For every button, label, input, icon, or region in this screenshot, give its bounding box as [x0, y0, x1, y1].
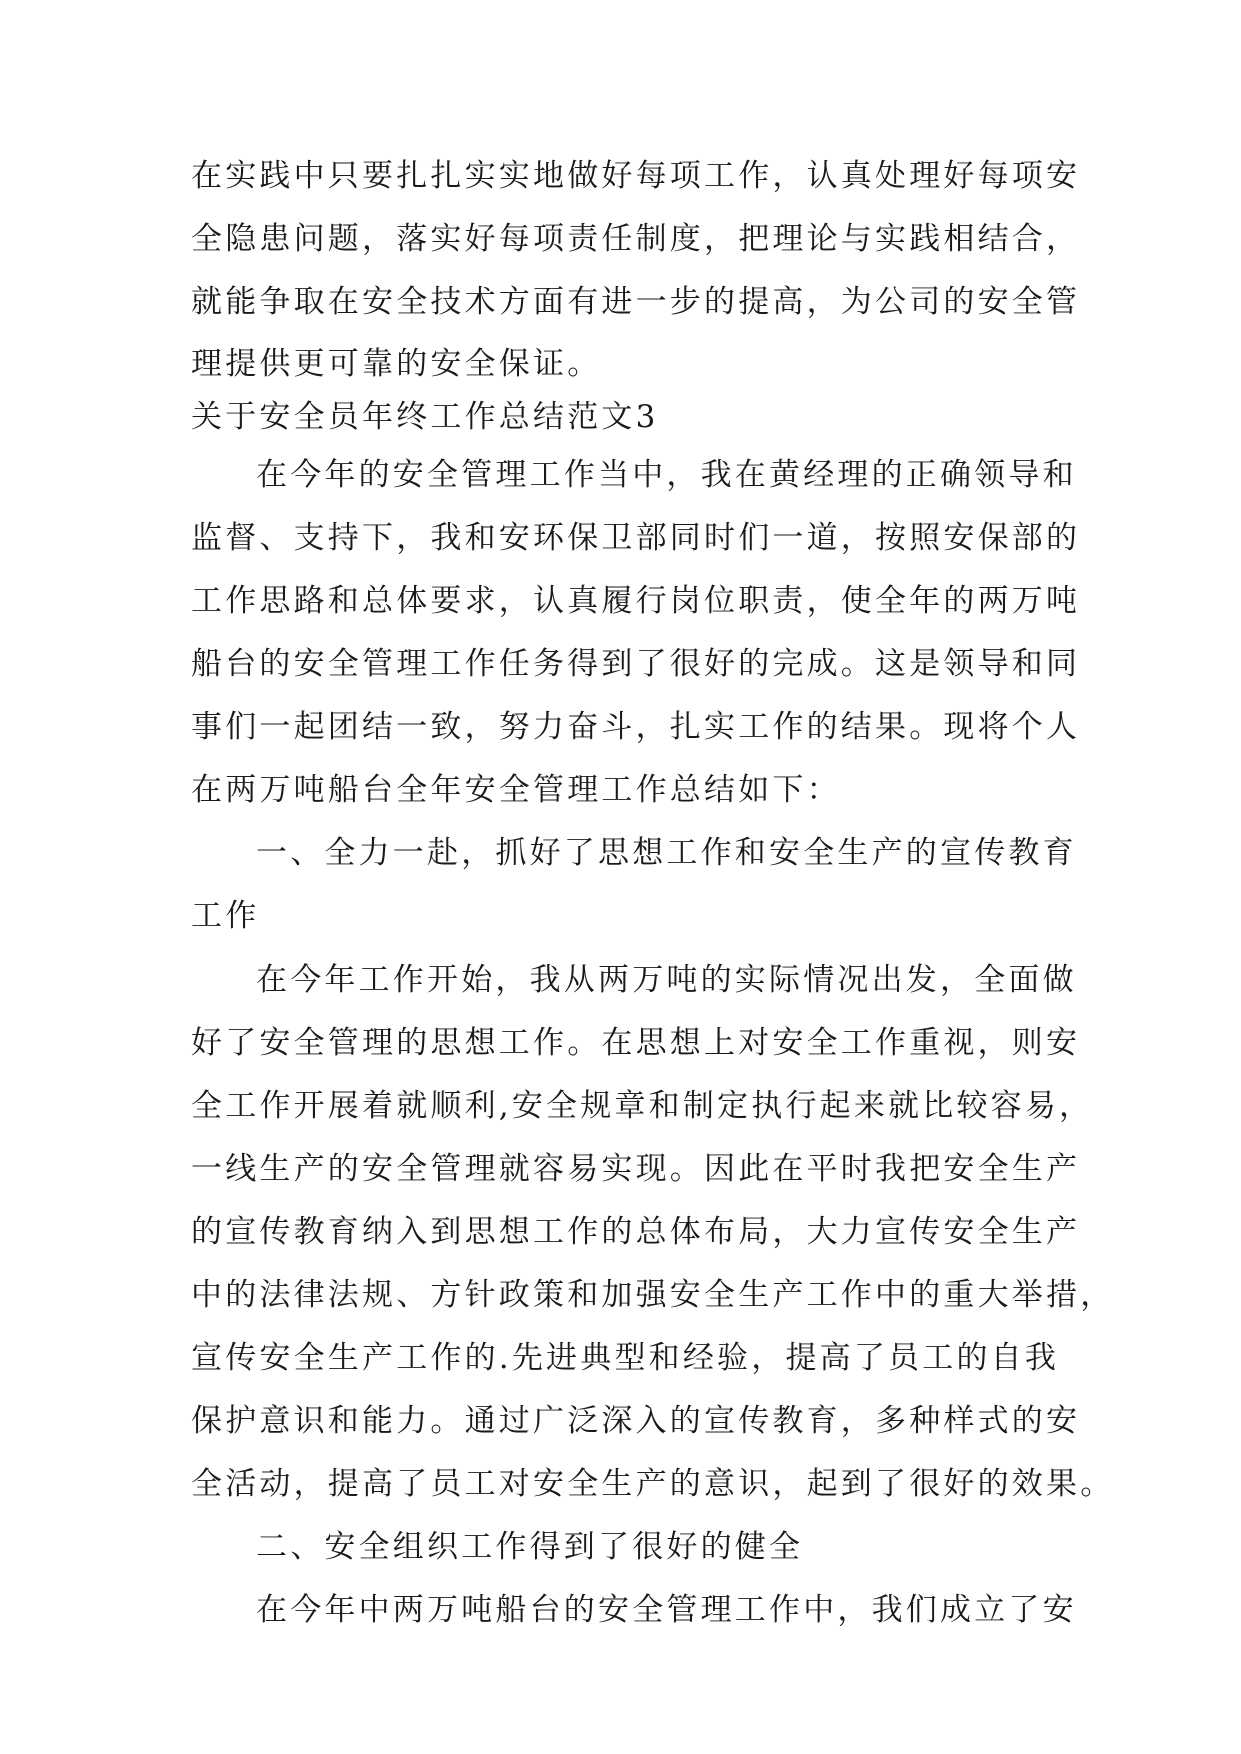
body-text-line: 中的法律法规、方针政策和加强安全生产工作中的重大举措， [191, 1277, 1115, 1313]
body-text-line: 船台的安全管理工作任务得到了很好的完成。这是领导和同 [191, 646, 1081, 682]
subsection-heading: 二、安全组织工作得到了很好的健全 [256, 1529, 804, 1565]
subsection-heading-continued: 工作 [191, 898, 260, 934]
body-text-line: 工作思路和总体要求，认真履行岗位职责，使全年的两万吨 [191, 583, 1081, 619]
body-text-line: 在两万吨船台全年安全管理工作总结如下： [191, 772, 841, 808]
paragraph-start-line: 在今年中两万吨船台的安全管理工作中，我们成立了安 [256, 1592, 1077, 1628]
paragraph-start-line: 在今年的安全管理工作当中，我在黄经理的正确领导和 [256, 457, 1077, 493]
body-text-line: 在实践中只要扎扎实实地做好每项工作，认真处理好每项安 [191, 158, 1081, 194]
body-text-line: 全工作开展着就顺利,安全规章和制定执行起来就比较容易， [191, 1088, 1094, 1124]
paragraph-start-line: 在今年工作开始，我从两万吨的实际情况出发，全面做 [256, 962, 1077, 998]
body-text-line: 理提供更可靠的安全保证。 [191, 346, 602, 382]
body-text-line: 监督、支持下，我和安环保卫部同时们一道，按照安保部的 [191, 520, 1081, 556]
body-text-line: 的宣传教育纳入到思想工作的总体布局，大力宣传安全生产 [191, 1214, 1081, 1250]
body-text-line: 事们一起团结一致，努力奋斗，扎实工作的结果。现将个人 [191, 709, 1081, 745]
body-text-line: 保护意识和能力。通过广泛深入的宣传教育，多种样式的安 [191, 1403, 1081, 1439]
body-text-line: 宣传安全生产工作的.先进典型和经验，提高了员工的自我 [191, 1340, 1060, 1376]
section-heading: 关于安全员年终工作总结范文3 [191, 399, 659, 435]
body-text-line: 就能争取在安全技术方面有进一步的提高，为公司的安全管 [191, 284, 1081, 320]
subsection-heading: 一、全力一赴，抓好了思想工作和安全生产的宣传教育 [256, 835, 1077, 871]
body-text-line: 全隐患问题，落实好每项责任制度，把理论与实践相结合， [191, 221, 1081, 257]
body-text-line: 一线生产的安全管理就容易实现。因此在平时我把安全生产 [191, 1151, 1081, 1187]
body-text-line: 好了安全管理的思想工作。在思想上对安全工作重视，则安 [191, 1025, 1081, 1061]
body-text-line: 全活动，提高了员工对安全生产的意识，起到了很好的效果。 [191, 1466, 1115, 1502]
